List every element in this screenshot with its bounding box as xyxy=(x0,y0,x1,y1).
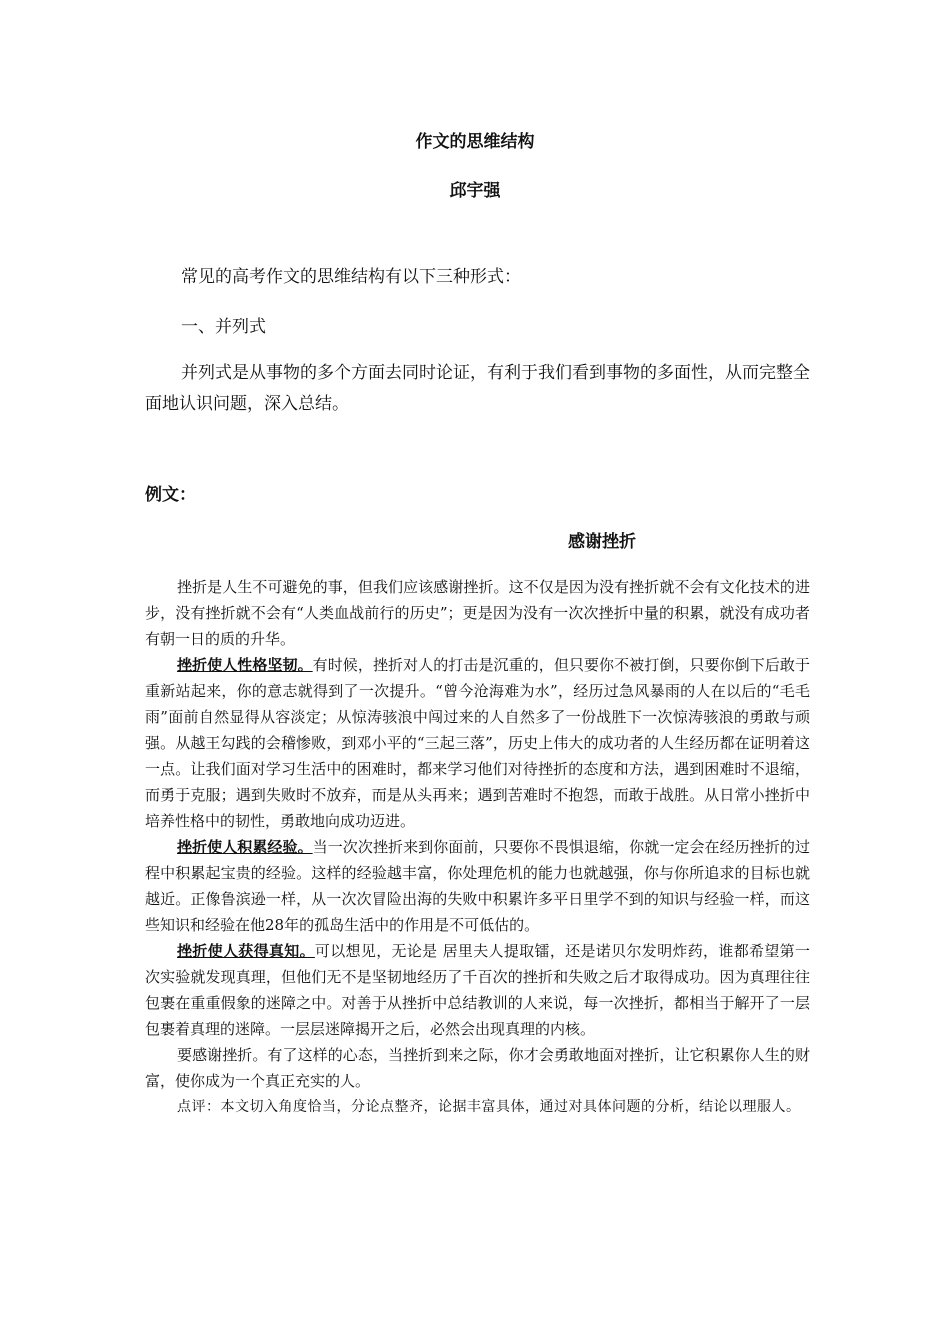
essay-point-paragraph xyxy=(145,652,810,834)
point-heading: 挫折使人获得真知。 xyxy=(177,942,315,960)
essay-title: 感谢挫折 xyxy=(568,532,636,552)
essay-closing-paragraph: 要感谢挫折。有了这样的心态，当挫折到来之际，你才会勇敢地面对挫折，让它积累你人生的财富，使你成为一个真正充实的人。 xyxy=(145,1046,810,1090)
point-body: 有时候，挫折对人的打击是沉重的，但只要你不被打倒，只要你倒下后敢于重新站起来，你的意志就得到了一次提升。“曾今沧海难为水”，经历过急风暴雨的人在以后的“毛毛雨”面前自然显得从容淡定；从惊涛骇浪中闯过来的人自然多了一份战胜下一次惊涛骇浪的勇敢与顽强。从越王勾践的会稽惨败，到邓小平的“三起三落”，历史上伟大的成功者的人生经历都在证明着这一点。让我们面对学习生活中的困难时，都来学习他们对待挫折的态度和方法，遇到困难时不退缩，而勇于克服；遇到失败时不放弃，而是从头再来；遇到苦难时不抱怨，而敢于战胜。从日常小挫折中培养性格中的韧性，勇敢地向成功迈进。 xyxy=(145,656,810,830)
section-heading: 一、并列式 xyxy=(181,317,266,337)
point-heading: 挫折使人积累经验。 xyxy=(177,838,313,856)
point-body: 当一次次挫折来到你面前，只要你不畏惧退缩，你就一定会在经历挫折的过程中积累起宝贵的经验。这样的经验越丰富，你处理危机的能力也就越强，你与你所追求的目标也就越近。正像鲁滨逊一样，从一次次冒险出海的失败中积累许多平日里学不到的知识与经验一样，而这些知识和经验在他28年的孤岛生活中的作用是不可低估的。 xyxy=(145,838,810,934)
essay-point-paragraph xyxy=(145,834,810,938)
intro-paragraph: 常见的高考作文的思维结构有以下三种形式： xyxy=(181,267,521,287)
document-title: 作文的思维结构 xyxy=(415,132,535,152)
essay-opening-paragraph: 挫折是人生不可避免的事，但我们应该感谢挫折。这不仅是因为没有挫折就不会有文化技术的进步，没有挫折就不会有“人类血战前行的历史”；更是因为没有一次次挫折中量的积累，就没有成功者有朝一日的质的升华。 xyxy=(145,578,810,648)
essay-comment: 点评：本文切入角度恰当，分论点整齐，论据丰富具体，通过对具体问题的分析，结论以理服人。 xyxy=(177,1099,801,1115)
author-name: 邱宇强 xyxy=(449,181,501,201)
point-heading: 挫折使人性格坚韧。 xyxy=(177,656,313,674)
example-label: 例文： xyxy=(145,485,196,505)
essay-body xyxy=(145,574,810,1120)
essay-point-paragraph xyxy=(145,938,810,1042)
section-description: 并列式是从事物的多个方面去同时论证，有利于我们看到事物的多面性，从而完整全面地认识问题，深入总结。 xyxy=(145,363,810,414)
point-body: 可以想见，无论是 居里夫人提取镭，还是诺贝尔发明炸药，谁都希望第一次实验就发现真理，但他们无不是坚韧地经历了千百次的挫折和失败之后才取得成功。因为真理往往包裹在重重假象的迷障之中。对善于从挫折中总结教训的人来说，每一次挫折，都相当于解开了一层包裹着真理的迷障。一层层迷障揭开之后，必然会出现真理的内核。 xyxy=(145,942,810,1038)
